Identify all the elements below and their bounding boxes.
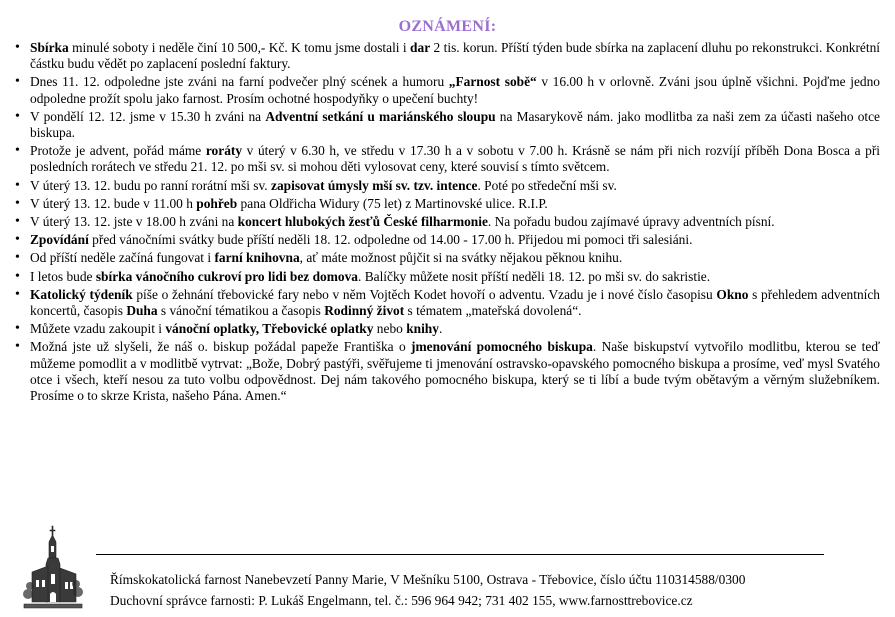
announcement-list (14, 40, 880, 406)
announcement-text: . Poté po středeční mši sv. (477, 177, 617, 193)
announcement-item (14, 143, 880, 175)
announcement-text: před vánočními svátky bude příští neděli 18. 12. odpoledne od 14.00 - 17.00 h. Přijedou mi pomoci tři salesiáni. (88, 232, 693, 248)
announcement-item (14, 250, 880, 266)
announcement-highlight: jmenování pomocného biskupa (411, 339, 593, 355)
announcement-item (14, 196, 880, 212)
church-icon (22, 524, 84, 610)
announcement-highlight: Zpovídání (30, 232, 89, 248)
announcement-highlight: dar (410, 40, 431, 55)
announcement-text: V úterý 13. 12. bude v 11.00 h (30, 195, 197, 211)
announcement-text: . (438, 321, 443, 337)
announcement-item (14, 339, 880, 404)
announcement-text: Možná jste už slyšeli, že náš o. biskup požádal papeže Františka o (30, 339, 412, 355)
announcement-text: pana Oldřicha Widury (75 let) z Martinovské ulice. R.I.P. (237, 195, 548, 211)
announcement-text: V úterý 13. 12. budu po ranní rorátní mši sv. (30, 177, 272, 193)
announcement-text: Dnes 11. 12. odpoledne jste zváni na farní podvečer plný scének a humoru (30, 74, 449, 90)
announcement-highlight: Duha (126, 303, 158, 319)
announcement-highlight: zapisovat úmysly mší sv. tzv. intence (271, 177, 478, 193)
announcement-highlight: Rodinný život (324, 303, 405, 319)
announcement-text: s přehledem adventních koncertů, časopis (30, 286, 880, 319)
page-title: OZNÁMENÍ: (398, 18, 497, 35)
announcement-text: . Naše biskupství vytvořilo modlitbu, kterou se teď můžeme pomodlit a v modlitbě vytrvat: „Bože, Dobrý pastýři, svěřujeme ti jmenování ostravsko-opavského pomocného biskupa a prosíme, veď mysl Svatého otce i všech, kteří nesou za tuto volbu odpovědnost. Dej nám takového pomocného biskupa, který se ti líbí a bude tvým obětavým a věrným služebníkem. Prosíme o to skrze Krista, našeho Pána. Amen.“ (30, 339, 881, 404)
footer-parish-address: Římskokatolická farnost Nanebevzetí Panny Marie, V Mešníku 5100, Ostrava - Třebovice, číslo účtu 110314588/0300 (110, 572, 746, 587)
announcement-text: 2 tis. korun. Příští týden bude sbírka na zaplacení dluhu po rekonstrukci. Konkrétní částku budu vědět po zaplacení poslední faktury. (30, 40, 880, 72)
announcement-text: v 16.00 h v orlovně. Zváni jsou úplně všichni. Pojďme jedno odpoledne prožít spolu jako farnost. Prosím ochotné hospodyňky o upečení buchty! (30, 74, 880, 106)
announcement-text: minulé soboty i neděle činí 10 500,- Kč. K tomu jsme dostali i (68, 40, 411, 55)
announcement-text: V úterý 13. 12. jste v 18.00 h zváni na (30, 214, 238, 230)
announcement-text: v úterý v 6.30 h, ve středu v 17.30 h a v sobotu v 7.00 h. Krásně se nám při nich rozvíjí příběh Dona Bosca a při posledních rorátech ve středu 21. 12. po mši sv. si mohou děti vylosovat ceny, které souvisí s tímto světcem. (30, 143, 880, 175)
announcement-item (14, 214, 880, 230)
announcement-text: I letos bude (30, 268, 96, 284)
announcement-item (14, 321, 880, 337)
announcement-highlight: sbírka vánočního cukroví pro lidi bez domova (95, 268, 358, 284)
footer (110, 569, 870, 611)
announcement-highlight: Okno (716, 286, 749, 302)
announcement-text: Od příští neděle začíná fungovat i (30, 250, 215, 266)
announcement-text: nebo (373, 321, 407, 337)
announcement-item (14, 178, 880, 194)
announcement-item (14, 109, 880, 141)
footer-contact: Duchovní správce farnosti: P. Lukáš Engelmann, tel. č.: 596 964 942; 731 402 155, www.farnosttrebovice.cz (110, 593, 693, 608)
announcement-highlight: pohřeb (196, 195, 238, 211)
announcement-text: V pondělí 12. 12. jsme v 15.30 h zváni na (30, 108, 266, 124)
announcement-text: . Balíčky můžete nosit příští neděli 18. 12. po mši sv. do sakristie. (358, 268, 711, 284)
announcement-item (14, 287, 880, 319)
announcement-text: píše o žehnání třebovické fary nebo v něm Vojtěch Kodet hovoří o adventu. Vzadu je i nové číslo časopisu (132, 286, 717, 302)
announcement-text: Můžete vzadu zakoupit i (30, 321, 166, 337)
announcement-highlight: knihy (406, 321, 439, 337)
announcement-highlight: „Farnost sobě“ (448, 74, 537, 90)
announcement-item (14, 232, 880, 248)
announcement-text: Protože je advent, pořád máme (30, 143, 206, 159)
announcement-text: , ať máte možnost půjčit si na svátky nějakou pěknou knihu. (299, 250, 623, 266)
announcement-item (14, 74, 880, 106)
announcement-text: s vánoční tématikou a časopis (157, 303, 325, 319)
announcement-highlight: farní knihovna (214, 250, 300, 266)
announcement-highlight: Katolický týdeník (30, 286, 133, 302)
footer-divider (96, 554, 824, 555)
announcement-highlight: Adventní setkání u mariánského sloupu (265, 108, 496, 124)
announcement-item (14, 269, 880, 285)
announcement-highlight: roráty (205, 143, 243, 159)
announcement-text: na Masarykově nám. jako modlitba za naši zem za účasti našeho otce biskupa. (30, 108, 881, 141)
announcement-highlight: Sbírka (30, 40, 69, 55)
announcement-highlight: koncert hlubokých žesťů České filharmonie (237, 214, 488, 230)
announcement-highlight: vánoční oplatky, Třebovické oplatky (165, 321, 374, 337)
announcement-text: s tématem „mateřská dovolená“. (404, 303, 582, 319)
announcement-text: . Na pořadu budou zajímavé úpravy adventních písní. (487, 214, 775, 230)
announcement-item (14, 40, 880, 72)
